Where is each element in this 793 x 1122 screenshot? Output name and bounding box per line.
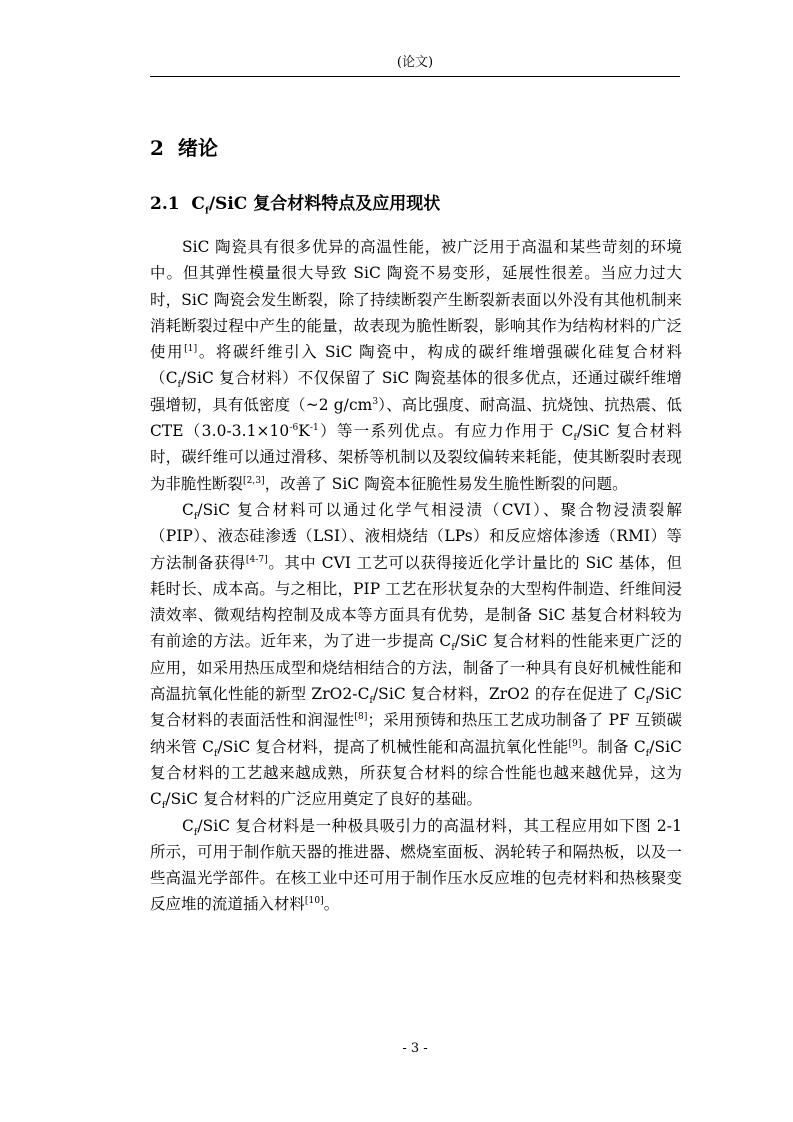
- paragraph-1: SiC 陶瓷具有很多优异的高温性能，被广泛用于高温和某些苛刻的环境中。但其弹性模量很大导致 SiC 陶瓷不易变形，延展性很差。当应力过大时，SiC 陶瓷会发生断裂，除了持续断裂产生断裂新表面以外没有其他机制来消耗断裂过程中产生的能量，故表现为脆性断裂，影响其作为结构材料的广泛使用[1]。将碳纤维引入 SiC 陶瓷中，构成的碳纤维增强碳化硅复合材料（$C_f$/SiC 复合材料）不仅保留了 SiC 陶瓷基体的很多优点，还通过碳纤维增强增韧，具有低密度（~2 $g/cm^3$）、高比强度、耐高温、抗烧蚀、抗热震、低 $CTE(3.0-3.1\times 10^{-6}K^{-1})$等一系列优点。有应力作用于 $C_f$/SiC 复合材料时，碳纤维可以通过滑移、架桥等机制以及裂纹偏转来耗能，使其断裂时表现为非脆性断裂[2,3]，改善了 SiC 陶瓷本征脆性易发生脆性断裂的问题。: [150, 238, 682, 493]
- paragraph-2: $C_f$/SiC 复合材料可以通过化学气相浸渍（CVI）、聚合物浸渍裂解（PIP）、液态硅渗透（LSI）、液相烧结（LPs）和反应熔体渗透（RMI）等方法制备获得[4-7]。其中 CVI 工艺可以获得接近化学计量比的 SiC 基体，但耗时长、成本高。与之相比，PIP 工艺在形状复杂的大型构件制造、纤维间浸渍效率、微观结构控制及成本等方面具有优势，是制备 SiC 基复合材料较为有前途的方法。近年来，为了进一步提高 $C_f$/SiC 复合材料的性能来更广泛的应用，如采用热压成型和烧结相结合的方法，制备了一种具有良好机械性能和高温抗氧化性能的新型 $ZrO2-C_f$/SiC 复合材料，ZrO2 的存在促进了 $C_f$/SiC 复合材料的表面活性和润湿性[8]；采用预铸和热压工艺成功制备了 PF 互锁碳纳米管 $C_f$/SiC 复合材料，提高了机械性能和高温抗氧化性能[9]。制备 $C_f$/SiC 复合材料的工艺越来越成熟，所获复合材料的综合性能也越来越优异，这为 $C_f$/SiC 复合材料的广泛应用奠定了良好的基础。: [150, 500, 683, 812]
- header-rule: [150, 76, 680, 77]
- citation: [10]: [304, 896, 324, 907]
- section-title: $C_f$/SiC 复合材料特点及应用现状: [191, 194, 441, 217]
- body-text: [150, 234, 682, 918]
- citation: [1]: [184, 344, 198, 355]
- citation: [8]: [354, 712, 368, 723]
- section-heading: [150, 191, 440, 217]
- paragraph-3: $C_f$/SiC 复合材料是一种极具吸引力的高温材料，其工程应用如下图 2-1 所示，可用于制作航天器的推进器、燃烧室面板、涡轮转子和隔热板，以及一些高温光学部件。在核工业中还可用于制作压水反应堆的包壳材料和热核聚变反应堆的流道插入材料[10]。: [150, 816, 682, 914]
- chapter-title: 绪论: [177, 136, 218, 160]
- citation: [2,3]: [242, 475, 265, 486]
- chapter-number: 2: [150, 136, 164, 160]
- citation: [4-7]: [245, 554, 268, 565]
- chapter-heading: [150, 134, 218, 162]
- page-number: - 3 -: [402, 1041, 428, 1056]
- page-header: (论文): [396, 55, 434, 70]
- section-number: 2.1: [150, 194, 180, 214]
- citation: [9]: [568, 738, 582, 749]
